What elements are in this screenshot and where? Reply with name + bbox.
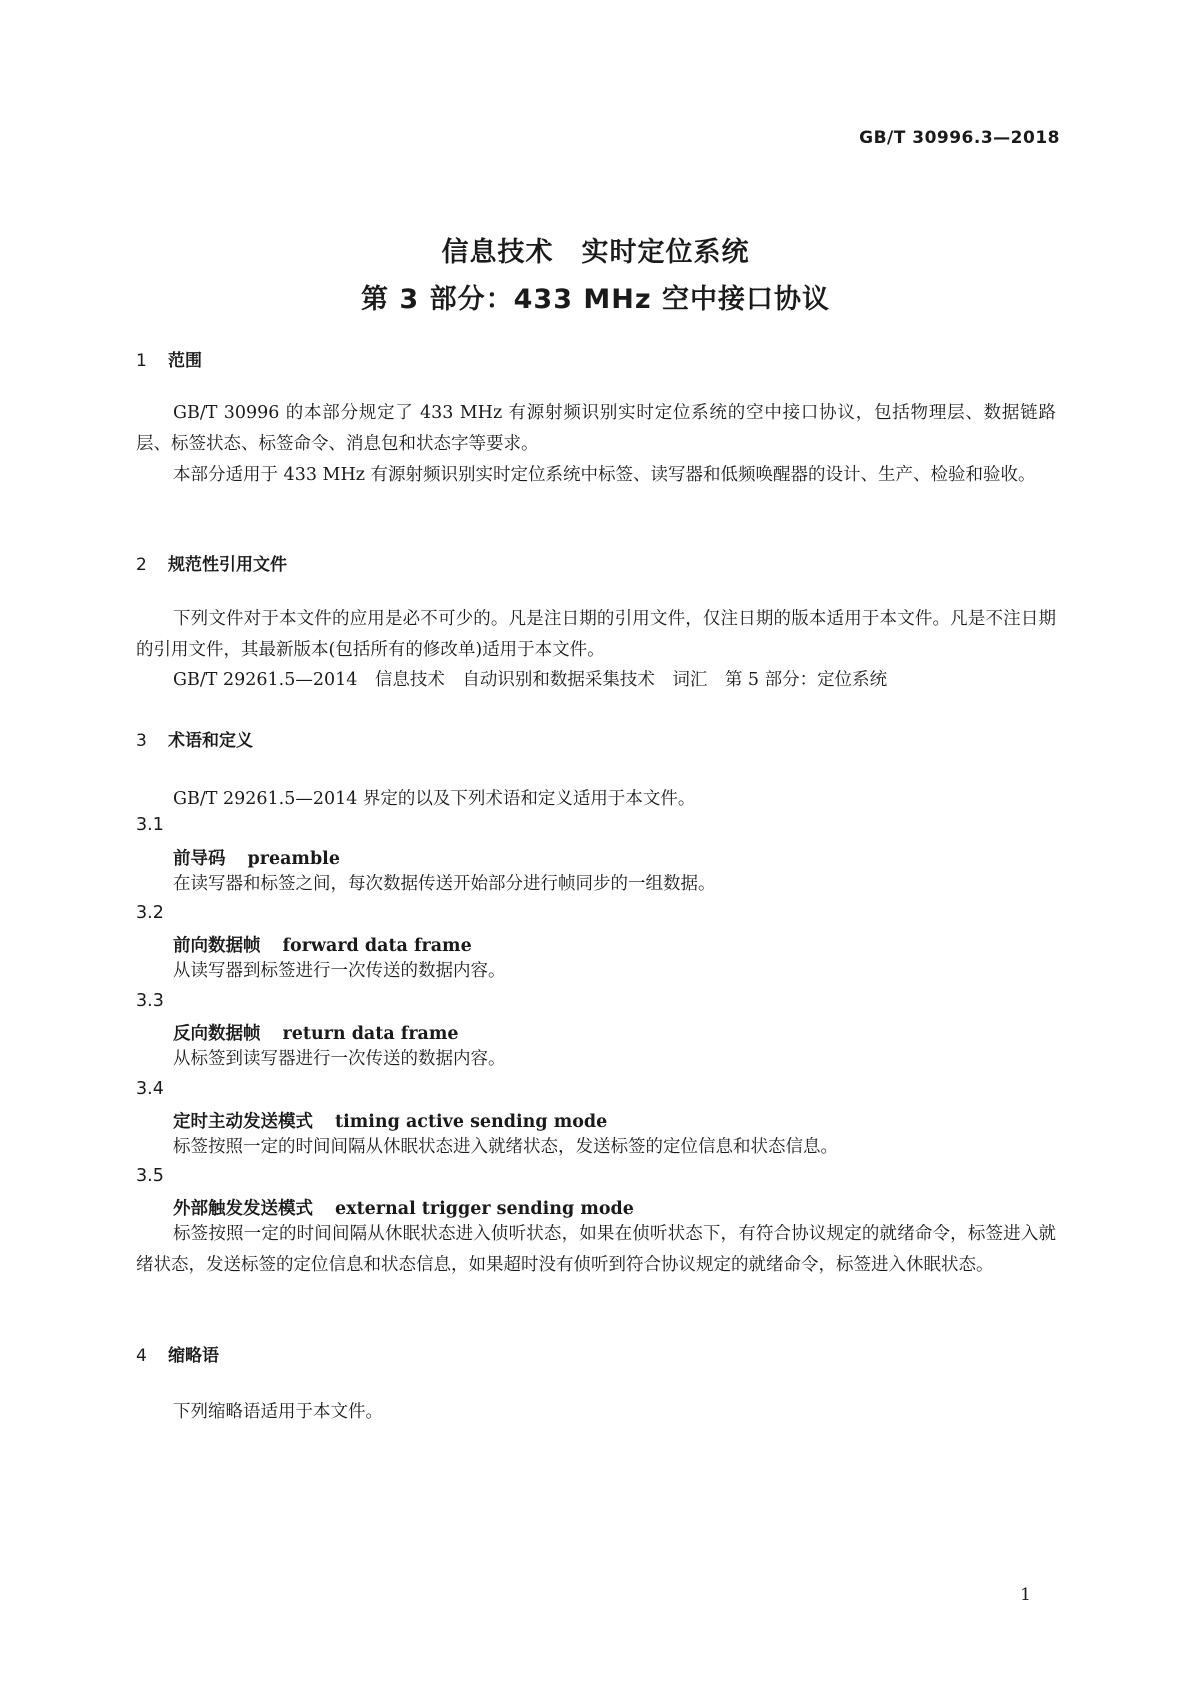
section-number: 2 — [136, 555, 147, 575]
term-heading — [173, 1108, 607, 1133]
term-definition: 标签按照一定的时间间隔从休眠状态进入就绪状态，发送标签的定位信息和状态信息。 — [173, 1137, 838, 1157]
term-heading — [173, 1195, 634, 1220]
term-chinese: 前导码 — [173, 849, 226, 869]
section-heading-scope — [136, 346, 202, 371]
section-heading-terms — [136, 726, 253, 751]
scope-paragraph-2: 本部分适用于 433 MHz 有源射频识别实时定位系统中标签、读写器和低频唤醒器的设计、生产、检验和验收。 — [173, 465, 1036, 485]
section-title: 范围 — [168, 351, 202, 371]
section-heading-abbreviations — [136, 1341, 219, 1366]
section-title: 缩略语 — [168, 1346, 219, 1366]
standard-code: GB/T 30996.3—2018 — [859, 128, 1060, 148]
terms-intro: GB/T 29261.5—2014 界定的以及下列术语和定义适用于本文件。 — [173, 789, 696, 809]
term-english: preamble — [247, 849, 340, 869]
term-definition: 从读写器到标签进行一次传送的数据内容。 — [173, 961, 506, 981]
reference-item: GB/T 29261.5—2014 信息技术 自动识别和数据采集技术 词汇 第 5 部分：定位系统 — [173, 670, 888, 690]
term-definition: 标签按照一定的时间间隔从休眠状态进入侦听状态，如果在侦听状态下，有符合协议规定的就绪命令，标签进入就绪状态，发送标签的定位信息和状态信息，如果超时没有侦听到符合协议规定的就绪命令，标签进入休眠状态。 — [136, 1224, 1056, 1275]
document-title-line1: 信息技术 实时定位系统 — [441, 237, 750, 268]
abbreviations-intro: 下列缩略语适用于本文件。 — [173, 1402, 383, 1422]
term-heading — [173, 1020, 459, 1045]
term-english: forward data frame — [282, 936, 472, 956]
references-paragraph: 下列文件对于本文件的应用是必不可少的。凡是注日期的引用文件，仅注日期的版本适用于本文件。凡是不注日期的引用文件，其最新版本(包括所有的修改单)适用于本文件。 — [136, 609, 1056, 660]
document-title-line2: 第 3 部分：433 MHz 空中接口协议 — [361, 284, 830, 315]
section-number: 4 — [136, 1346, 147, 1366]
term-heading — [173, 845, 340, 870]
section-title: 术语和定义 — [168, 731, 253, 751]
term-number: 3.2 — [136, 903, 164, 923]
scope-paragraph-1: GB/T 30996 的本部分规定了 433 MHz 有源射频识别实时定位系统的空中接口协议，包括物理层、数据链路层、标签状态、标签命令、消息包和状态字等要求。 — [136, 403, 1056, 454]
term-chinese: 反向数据帧 — [173, 1024, 261, 1044]
term-number: 3.5 — [136, 1166, 164, 1186]
section-number: 3 — [136, 731, 147, 751]
term-chinese: 前向数据帧 — [173, 936, 261, 956]
term-definition: 从标签到读写器进行一次传送的数据内容。 — [173, 1049, 506, 1069]
term-chinese: 外部触发发送模式 — [173, 1199, 313, 1219]
page-number: 1 — [1020, 1585, 1031, 1605]
section-title: 规范性引用文件 — [168, 555, 287, 575]
term-number: 3.4 — [136, 1079, 164, 1099]
section-number: 1 — [136, 351, 147, 371]
term-chinese: 定时主动发送模式 — [173, 1112, 313, 1132]
term-english: external trigger sending mode — [335, 1199, 634, 1219]
term-number: 3.3 — [136, 991, 164, 1011]
term-number: 3.1 — [136, 815, 164, 835]
section-heading-normative-references — [136, 550, 287, 575]
term-english: timing active sending mode — [335, 1112, 608, 1132]
term-heading — [173, 932, 472, 957]
term-english: return data frame — [282, 1024, 459, 1044]
term-definition: 在读写器和标签之间，每次数据传送开始部分进行帧同步的一组数据。 — [173, 874, 716, 894]
